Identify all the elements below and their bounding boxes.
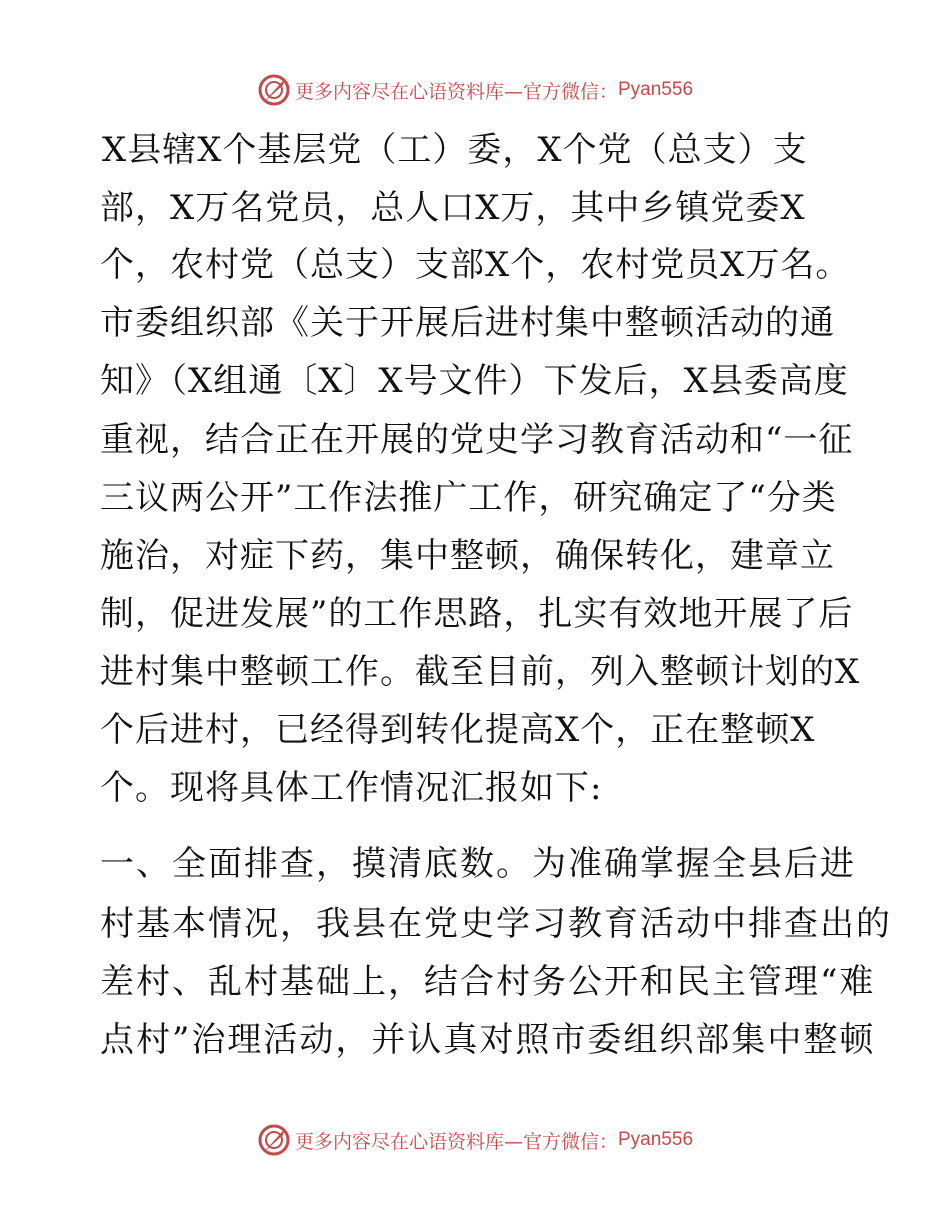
paragraph-1-line: 个后进村，已经得到转化提高X个，正在整顿X: [100, 710, 816, 750]
paragraph-1-line: 重视，结合正在开展的党史学习教育活动和“一征: [100, 420, 854, 460]
quill-pen-logo-icon: [257, 73, 291, 107]
watermark-text: 更多内容尽在心语资料库—官方微信：: [294, 80, 618, 103]
paragraph-1-line: 知》（X组通〔X〕X号文件）下发后，X县委高度: [100, 361, 849, 401]
paragraph-1-line: X县辖X个基层党（工）委，X个党（总支）支: [102, 130, 808, 170]
paragraph-1-line: 施治，对症下药，集中整顿，确保转化，建章立: [100, 536, 835, 576]
paragraph-1-line: 个。现将具体工作情况汇报如下:: [100, 768, 603, 808]
watermark-text: 更多内容尽在心语资料库—官方微信：: [294, 1130, 618, 1153]
header-watermark: [0, 70, 950, 110]
paragraph-2-line: 点村”治理活动，并认真对照市委组织部集中整顿: [100, 1020, 876, 1060]
paragraph-1-line: 市委组织部《关于开展后进村集中整顿活动的通: [100, 303, 835, 343]
paragraph-1-line: 进村集中整顿工作。截至目前，列入整顿计划的X: [100, 652, 861, 692]
paragraph-1-line: 部，X万名党员，总人口X万，其中乡镇党委X: [100, 188, 806, 228]
quill-pen-logo-icon: [257, 1123, 291, 1157]
footer-watermark: [0, 1120, 950, 1160]
watermark-handle: Pyan556: [618, 79, 694, 100]
paragraph-1-line: 制，促进发展”的工作思路，扎实有效地开展了后: [100, 594, 854, 634]
paragraph-2-line: 村基本情况，我县在党史学习教育活动中排查出的: [100, 904, 892, 944]
paragraph-1-line: 三议两公开”工作法推广工作，研究确定了“分类: [100, 478, 837, 518]
paragraph-2-line: 差村、乱村基础上，结合村务公开和民主管理“难: [100, 962, 876, 1002]
watermark-handle: Pyan556: [618, 1129, 694, 1150]
paragraph-2-line: 一、全面排查，摸清底数。为准确掌握全县后进: [100, 844, 856, 884]
paragraph-1-line: 个，农村党（总支）支部X个，农村党员X万名。: [100, 245, 851, 285]
